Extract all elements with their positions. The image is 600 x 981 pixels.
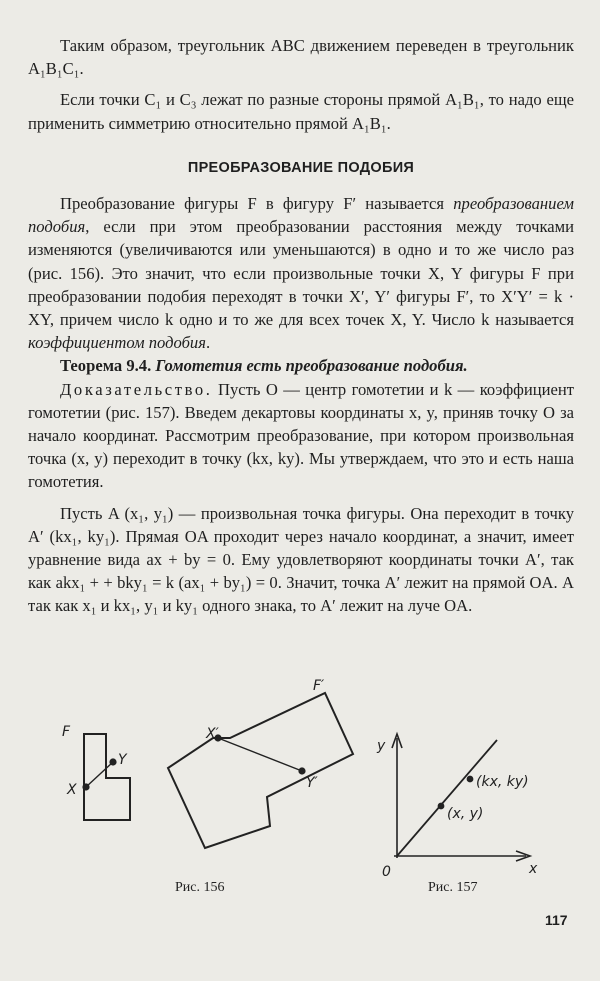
point-kxky: [467, 776, 472, 781]
point-Y: [110, 759, 115, 764]
proof-paragraph: [28, 378, 574, 494]
figure-F-shape: [84, 734, 130, 820]
segment-XY: [86, 762, 113, 787]
definition-text-a: Преобразование фигуры F в фигуру F′ называется: [60, 194, 454, 214]
definition-text-b: , если при этом преобразовании расстояния между точками изменяются (увеличиваются или уменьшаются) в одно и то же число раз (рис. 156). Это значит, что если произвольные точки X, Y фигуры F при преобразовании подобия переходят в точки X′, Y′ фигуры F′, то X′Y′ = k · XY, причем число k одно и то же для всех точек X, Y. Число k называется: [28, 217, 574, 330]
definition-term: преобразованием подобия: [28, 194, 574, 237]
label-Xprime: X′: [206, 726, 219, 742]
label-point-xy: (x, y): [447, 806, 484, 822]
figure-Fprime-shape: [168, 693, 353, 848]
label-x-axis: x: [529, 861, 538, 877]
label-y-axis: y: [377, 738, 386, 754]
page-number: 117: [545, 912, 568, 928]
definition-term-2: коэффициентом подобия: [28, 333, 206, 353]
point-xy: [438, 803, 443, 808]
body-text: [28, 34, 574, 618]
paragraph-5: Пусть A (x₁, y₁) — произвольная точка фигуры. Она переходит в точку A′ (kx₁, ky₁). Прямая OA проходит через начало координат, а значит, имеет уравнение вида ax + by = 0. Ему удовлетворяют координаты точки A′, так как akx₁ + + bky₁ = k (ax₁ + by₁) = 0. Значит, точка A′ лежит на прямой OA. А так как x₁ и kx₁, y₁ и ky₁ одного знака, то A′ лежит на луче OA.: [28, 503, 574, 616]
theorem-label: Теорема 9.4.: [60, 356, 152, 376]
theorem-statement: Гомотетия есть преобразование подобия.: [155, 356, 468, 376]
point-X: [83, 784, 88, 789]
label-Yprime: Y′: [306, 775, 318, 791]
proof-text: Пусть O — центр гомотетии и k — коэффициент гомотетии (рис. 157). Введем декартовы координаты x, y, приняв точку O за начало координат. Рассмотрим преобразование, при котором произвольная точка (x, y) переходит в точку (kx, ky). Мы утверждаем, что это и есть наша гомотетия.: [28, 379, 574, 492]
figures: [0, 676, 600, 916]
caption-157: Рис. 157: [428, 880, 478, 895]
figure-157: [392, 734, 530, 861]
proof-label: Доказательство.: [60, 379, 213, 399]
ray-OA: [397, 740, 497, 856]
definition-text-c: .: [205, 333, 211, 353]
point-Yp: [299, 768, 304, 773]
label-origin: 0: [382, 864, 391, 880]
figure-156: [83, 693, 353, 848]
label-F: F: [62, 724, 71, 740]
caption-156: Рис. 156: [175, 880, 225, 895]
label-Fprime: F′: [313, 678, 325, 694]
paragraph-definition: [28, 192, 574, 354]
label-point-kxky: (kx, ky): [476, 774, 529, 790]
section-heading: ПРЕОБРАЗОВАНИЕ ПОДОБИЯ: [187, 159, 415, 176]
label-Y: Y: [118, 752, 127, 768]
paragraph-2: Если точки C₁ и C₃ лежат по разные стороны прямой A₁B₁, то надо еще применить симметрию относительно прямой A₁B₁.: [28, 90, 574, 133]
label-X: X: [67, 782, 77, 798]
theorem: [28, 354, 574, 377]
paragraph-1: Таким образом, треугольник ABC движением переведен в треугольник A₁B₁C₁.: [28, 36, 574, 79]
segment-XpYp: [218, 738, 302, 771]
